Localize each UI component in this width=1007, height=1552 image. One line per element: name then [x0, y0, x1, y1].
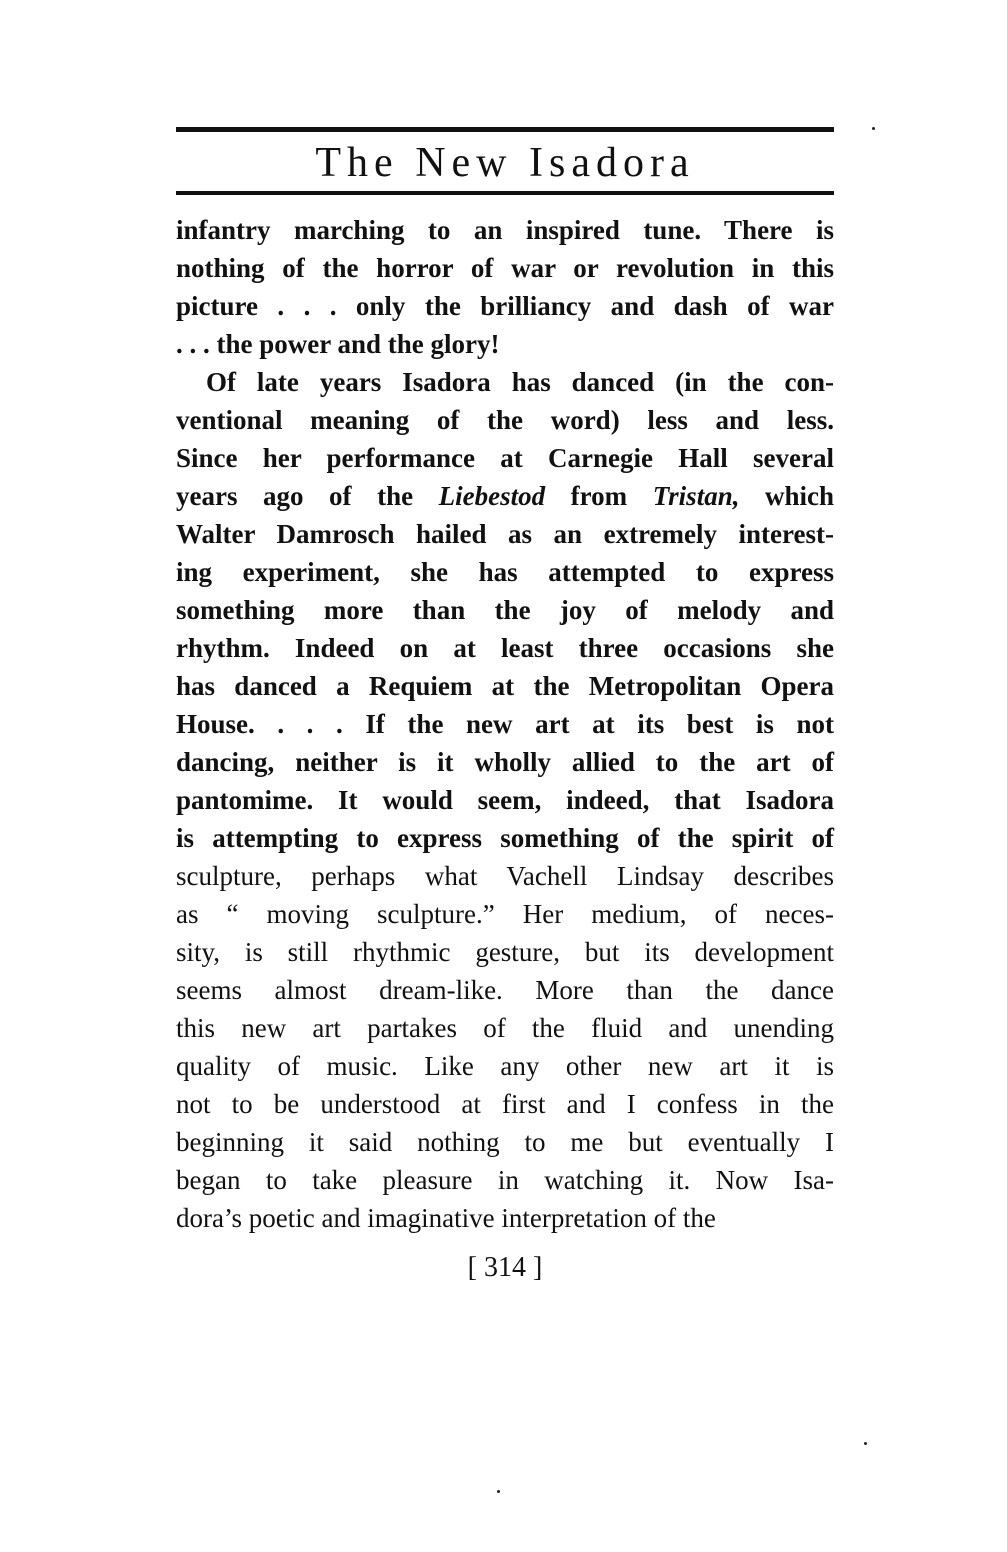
- text-line: this new art partakes of the fluid and unending: [176, 1013, 834, 1043]
- work-title-liebestod: Liebestod: [438, 481, 546, 511]
- text-line: quality of music. Like any other new art it is: [176, 1051, 834, 1081]
- work-title-tristan: Tristan,: [652, 481, 740, 511]
- text-line: has danced a Requiem at the Metropolitan Opera: [176, 671, 834, 701]
- text-line: dancing, neither is it wholly allied to the art of: [176, 747, 834, 777]
- text-line: ventional meaning of the word) less and less.: [176, 405, 834, 435]
- scan-speck: [864, 1442, 867, 1445]
- text-line: Of late years Isadora has danced (in the con-: [206, 367, 834, 397]
- text-line: House. . . . If the new art at its best is not: [176, 709, 834, 739]
- page-number: [ 314 ]: [467, 1252, 543, 1283]
- text-line: sity, is still rhythmic gesture, but its development: [176, 937, 834, 967]
- text-line-with-titles: [176, 477, 834, 515]
- text-line: beginning it said nothing to me but eventually I: [176, 1127, 834, 1157]
- text-fragment: years ago of the: [176, 481, 414, 511]
- text-fragment: from: [570, 481, 628, 511]
- text-line: dora’s poetic and imaginative interpretation of the: [176, 1203, 716, 1233]
- text-line: infantry marching to an inspired tune. There is: [176, 215, 834, 245]
- text-line: seems almost dream-like. More than the dance: [176, 975, 834, 1005]
- text-line: as “ moving sculpture.” Her medium, of neces-: [176, 899, 834, 929]
- body-text: [176, 211, 834, 1237]
- text-line: Walter Damrosch hailed as an extremely interest-: [176, 519, 834, 549]
- text-line: something more than the joy of melody and: [176, 595, 834, 625]
- header-rule-bottom: [176, 191, 834, 195]
- text-line: not to be understood at first and I confess in the: [176, 1089, 834, 1119]
- running-title: The New Isadora: [315, 140, 695, 186]
- scan-speck: [872, 127, 875, 130]
- text-line: . . . the power and the glory!: [176, 329, 500, 359]
- text-line: pantomime. It would seem, indeed, that Isadora: [176, 785, 834, 815]
- text-line: ing experiment, she has attempted to express: [176, 557, 834, 587]
- text-line: began to take pleasure in watching it. Now Isa-: [176, 1165, 834, 1195]
- text-line: picture . . . only the brilliancy and dash of war: [176, 291, 834, 321]
- text-line: sculpture, perhaps what Vachell Lindsay describes: [176, 861, 834, 891]
- text-line: rhythm. Indeed on at least three occasions she: [176, 633, 834, 663]
- text-line: is attempting to express something of the spirit of: [176, 823, 834, 853]
- scan-speck: [497, 1490, 500, 1493]
- header-rule-top: [176, 127, 834, 132]
- text-fragment: which: [765, 481, 835, 511]
- text-line: Since her performance at Carnegie Hall several: [176, 443, 834, 473]
- text-line: nothing of the horror of war or revolution in this: [176, 253, 834, 283]
